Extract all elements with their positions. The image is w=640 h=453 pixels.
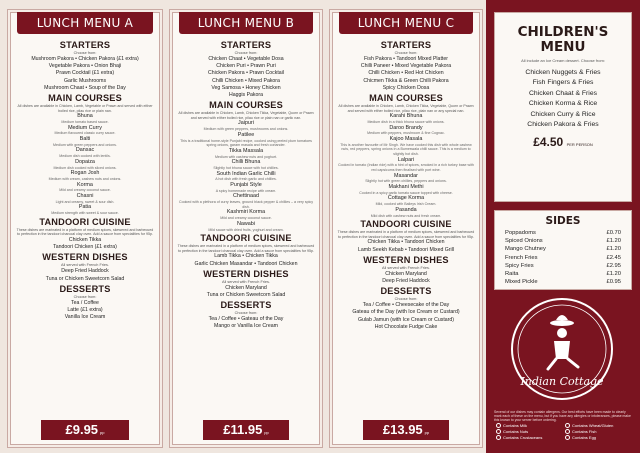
allergen-item (496, 423, 565, 428)
dish-desc: Slightly hot bhuna sauce with hot chillies. (213, 165, 279, 170)
list-item: Tuna or Chicken Sweetcorn Salad (206, 291, 286, 298)
main-courses-note: All dishes are available in Chicken, Lamb, Chicken Tikka, Vegetable, Quorn or Prawn and served with either boiled rice, pilau rice or plain nan or garlic nan. (178, 111, 314, 120)
western-heading: WESTERN DISHES (363, 254, 449, 265)
price-unit: pp (264, 430, 269, 435)
list-item: Chilli Paneer • Mixed Vegetable Pakora (360, 63, 452, 70)
dish-desc: A spicy homemade recipe with cream. (215, 188, 277, 193)
sides-title: SIDES (545, 215, 581, 227)
side-name: Raita (505, 271, 519, 278)
dish-name: Tikka Massala (228, 147, 264, 154)
dish-name: Rogan Josh (70, 170, 100, 177)
list-item: Chicken Puri • Prawn Puri (216, 63, 276, 70)
list-item: Garlic Chicken Masandar • Tandoori Chicken (194, 260, 298, 267)
western-sub: All served with French Fries. (222, 279, 270, 284)
dish-desc: Light and creamy, sweet & sour dish. (55, 199, 115, 204)
dish-name: Kashmiri Korma (226, 209, 266, 216)
desserts-sub: Choose from: (394, 297, 418, 302)
list-item: Prawn Cocktail (£1 extra) (55, 70, 115, 77)
side-name: Mango Chutney (505, 246, 546, 253)
list-item: Hot Chocolate Fudge Cake (374, 323, 438, 330)
dish-desc: Medium with cashew nuts and yoghurt. (214, 154, 278, 159)
list-item: Chicken Curry & Rice (530, 110, 596, 118)
side-name: French Fries (505, 254, 538, 261)
dish-desc: This is another favourite of Mr Singh. We have cooked this dish with whole cashew nuts, red peppers, spring onions in a Bumeswala chilli sauce. This is a medium to slightly hot dish. (340, 142, 472, 156)
indian-cottage-logo (506, 293, 618, 405)
side-price: £0.70 (606, 230, 621, 236)
list-item: Chicken Nuggets & Fries (525, 69, 601, 76)
allergen-label: Contains Wheat/Gluten (572, 423, 614, 428)
allergen-item (565, 435, 634, 440)
desserts-heading: DESSERTS (59, 283, 111, 294)
dish-name: Chasni (76, 192, 94, 199)
list-item: Veg Samosa • Honey Chicken (211, 84, 281, 91)
price-value: £4.50 (533, 135, 564, 150)
dish-desc: Mild sauce with dried fruits, yoghurt and cream. (208, 227, 284, 232)
logo-text: Indian Cottage (520, 375, 604, 388)
fish-icon (565, 429, 570, 434)
dish-desc: Mild, cooked with Baileys Irish Cream. (375, 202, 437, 207)
tray-icon (550, 320, 574, 326)
allergen-label: Contains Fish (572, 429, 597, 434)
side-price: £1.20 (606, 271, 621, 278)
dish-name: South Indian Garlic Chilli (216, 170, 276, 177)
menu-b-card (172, 12, 320, 445)
milk-icon (496, 423, 501, 428)
dish-desc: Medium dish cooked with sliced onions. (53, 165, 117, 170)
side-name: Spiced Onions (505, 238, 543, 245)
list-item: Chicken Pakora • Prawn Cocktail (208, 70, 284, 77)
list-item: Latte (£1 extra) (67, 306, 103, 313)
dish-name: Pasanda (395, 206, 417, 213)
starters-sub: Choose from: (73, 51, 97, 55)
dish-name: Nawabi (237, 220, 255, 227)
list-item: Lamb Tikka • Chicken Tikka (214, 253, 278, 260)
list-item: Garlic Mushrooms (63, 77, 107, 84)
side-row (495, 262, 631, 270)
allergen-label: Contains Crustaceans (503, 435, 543, 440)
list-item: Tandoori Chicken (£1 extra) (53, 244, 117, 251)
main-courses-note: All dishes are available in Chicken, Lamb, Vegetable or Prawn and served with either boiled rice, pilau rice or plain nan. (17, 104, 153, 113)
dish-desc: Mild dish with cashew nuts and fresh cream. (370, 213, 442, 218)
list-item: Chicken Maryland (225, 284, 267, 291)
dish-desc: Medium with cream, cashew nuts and onions. (48, 176, 122, 181)
menu-a-body (15, 39, 155, 414)
dish-desc: Medium strength with sweet & sour sauce. (51, 211, 119, 216)
list-item: Vanilla Ice Cream (64, 314, 106, 321)
side-price: £1.20 (606, 238, 621, 245)
menu-b-price (203, 420, 289, 440)
list-item: Chicken Chaat • Vegetable Dosa (208, 56, 284, 62)
side-name: Spicy Fries (505, 262, 534, 269)
side-row (495, 245, 631, 253)
starters-heading: STARTERS (59, 40, 111, 50)
dish-desc: Cooked in tomato (Indian ride) with a hint of spices, smoked in a rich turkey base with red capsicums then finalised with port wine. (338, 163, 474, 172)
list-item: Chicken Chaat & Fries (529, 89, 597, 97)
main-courses-heading: MAIN COURSES (209, 100, 283, 111)
list-item: Deep Fried Haddock (61, 268, 109, 275)
list-item: Vegetable Pakora • Onion Bhaji (48, 63, 122, 70)
desserts-sub: Choose from: (234, 311, 258, 316)
dish-desc: Medium dish in a thick bhuna sauce with onions. (367, 120, 445, 124)
price-value: £11.95 (223, 422, 263, 437)
dish-name: Karahi Bhuna (389, 113, 423, 120)
menu-b-title: LUNCH MENU B (179, 12, 313, 34)
dish-name: Patia (78, 204, 92, 211)
list-item: Chilli Chicken • Mixed Pakora (212, 77, 280, 84)
list-item: Chicmen Tikka & Green Chilli Pakora (363, 77, 449, 84)
side-name: Mixed Pickle (505, 279, 538, 286)
dish-name: Daroo Brandy (389, 124, 423, 131)
dish-name: Punjabi Style (230, 181, 262, 188)
allergen-label: Contains Egg (572, 435, 597, 440)
tandoori-note: These dishes are marinated in a platform of medium spices, skewered and barbecued to perfection in the tandoori charcoal clay oven. Add a sauce from specialities for 95p. (337, 230, 475, 239)
list-item: Mango or Vanilla Ice Cream (214, 323, 278, 330)
side-row (495, 278, 631, 286)
side-name: Poppadoms (505, 230, 536, 236)
side-price: £1.20 (606, 246, 621, 253)
menu-c-body (337, 39, 475, 414)
list-item: Chicken Maryland (385, 270, 427, 277)
tandoori-note: These dishes are marinated in a platform of medium spices, skewered and barbecued to perfection in the tandoori charcoal clay oven. Add a sauce from specialities for 95p. (16, 227, 154, 237)
desserts-sub: Choose from: (73, 294, 97, 299)
childrens-sub: All include an Ice Cream dessert. Choose from: (521, 58, 605, 63)
main-courses-heading: MAIN COURSES (48, 93, 122, 104)
list-item: Fish Pakora • Tandoori Mixed Platter (364, 56, 448, 62)
dish-name: Jaipuri (238, 120, 254, 127)
side-row (495, 270, 631, 278)
nuts-icon (496, 429, 501, 434)
allergen-label: Contains Nuts (503, 429, 529, 434)
dish-desc: Medium with green peppers, mushrooms and onions. (203, 127, 289, 132)
price-unit: pp (424, 430, 430, 435)
childrens-menu-card (494, 12, 632, 202)
list-item: Tea / Coffee • Cheesecake of the Day (362, 302, 450, 309)
egg-icon (565, 435, 570, 440)
wheat-icon (565, 423, 570, 428)
list-item: Chicken Korma & Rice (528, 100, 598, 108)
menu-b-panel (166, 0, 326, 453)
dish-desc: Cooked in a spicy garlic tomato sauce topped with cheese. (359, 190, 453, 195)
dish-name: Chilli Bhuna (231, 159, 261, 166)
dish-desc: Slightly hot with green chillies, peppers and onions. (365, 179, 447, 184)
dish-desc: Medium tomato based sauce. (61, 120, 109, 124)
starters-sub: Choose from: (394, 51, 418, 55)
western-heading: WESTERN DISHES (203, 268, 289, 279)
list-item: Chilli Chicken • Red Hot Chicken (368, 70, 444, 77)
dish-desc: This is a traditional home-style Punjabi recipe, cooked using peeled plum tomatoes spring onions, garam masala and fresh coriander. (180, 138, 312, 148)
dish-desc: Mild and creamy coconut sauce. (59, 188, 111, 193)
crustaceans-icon (496, 435, 501, 440)
dish-name: Chettinaad (232, 193, 260, 200)
allergen-note: Several of our dishes may contain allergens. Our best efforts have been made to clearly mark each of these on the menu, but if you have any allergies or intolerances, please make this known to your server before ordering. (494, 410, 631, 423)
starters-heading: STARTERS (220, 40, 272, 50)
allergen-legend (496, 423, 634, 440)
tandoori-heading: TANDOORI CUISINE (200, 233, 292, 244)
menu-b-body (177, 39, 315, 414)
list-item: Fish Fingers & Fries (532, 79, 594, 87)
childrens-price (495, 135, 631, 149)
allergen-item (496, 435, 565, 440)
list-item: Mushroom Chaat • Soup of the Day (44, 84, 126, 91)
dish-name: Masandar (394, 172, 418, 179)
childrens-title-2: MENU (540, 39, 586, 55)
main-courses-note: All dishes are available in Chicken, Lamb, Chicken Tikka, Vegetable, Quorn or Prawn and served with either boiled rice, pilau rice, plain nan or any special nan. (338, 104, 474, 113)
allergen-item (496, 429, 565, 434)
list-item: Mushroom Pakora • Chicken Pakora (£1 extra) (31, 56, 139, 62)
tandoori-heading: TANDOORI CUISINE (360, 219, 452, 230)
side-row (495, 237, 631, 245)
dish-desc: A hot dish with fresh garlic and chillies. (215, 177, 277, 182)
menu-c-card (332, 12, 480, 445)
list-item: Chicken Tikka (68, 236, 102, 243)
menu-c-price (363, 420, 449, 440)
dish-desc: Cooked with a plethora of curry leaves, ground black pepper & chillies – a very spicy dish. (178, 200, 314, 209)
menu-a-title: LUNCH MENU A (17, 12, 153, 34)
list-item: Tea / Coffee (71, 299, 99, 306)
list-item: Gulab Jamun (with Ice Cream or Custard) (357, 316, 454, 323)
list-item: Haggis Pakora (228, 92, 264, 99)
dish-name: Balti (79, 135, 91, 142)
dish-name: Dansac (75, 147, 95, 154)
dish-name: Lalpari (397, 156, 415, 163)
dish-desc: Medium flavoured classic curry sauce. (54, 131, 116, 136)
price-unit: pp (100, 430, 105, 435)
dish-name: Cottage Korma (387, 195, 425, 202)
menu-a-card (10, 12, 160, 445)
side-row (495, 254, 631, 262)
dish-desc: Medium dish cooked with lentils. (59, 154, 111, 159)
childrens-list (495, 68, 631, 130)
dish-name: Makhani Methi (388, 183, 424, 190)
desserts-heading: DESSERTS (380, 286, 432, 297)
price-value: £13.95 (382, 422, 423, 437)
list-item: Tea / Coffee • Gateau of the Day (208, 316, 284, 323)
allergen-item (565, 429, 634, 434)
price-value: £9.95 (65, 422, 99, 437)
list-item: Lamb Seekh Kebab • Tandoori Mixed Grill (357, 246, 454, 253)
side-row (495, 229, 631, 237)
dish-desc: Medium with peppers, mushroom & fine Cognac. (367, 131, 445, 136)
dish-desc: Mild and creamy coconut sauce. (220, 216, 272, 221)
starters-sub: Choose from: (234, 51, 258, 55)
tandoori-heading: TANDOORI CUISINE (39, 216, 131, 227)
side-price: £2.95 (606, 262, 621, 269)
menu-c-title: LUNCH MENU C (339, 12, 473, 34)
childrens-title-1: CHILDREN'S (517, 24, 609, 40)
list-item: Chicken Pakora & Fries (527, 121, 599, 129)
desserts-heading: DESSERTS (220, 300, 272, 311)
list-item: Spicy Chicken Dosa (382, 84, 430, 91)
allergen-item (565, 423, 634, 428)
western-heading: WESTERN DISHES (42, 252, 128, 263)
dish-name: Kajoo Masala (389, 135, 423, 142)
side-price: £2.45 (606, 254, 621, 261)
western-sub: All served with French Fries. (382, 265, 430, 270)
side-price: £0.95 (606, 279, 621, 286)
sides-card (494, 210, 632, 290)
dish-name: Patilee (237, 131, 255, 138)
list-item: Tuna or Chicken Sweetcorn Salad (45, 275, 125, 282)
dish-name: Medium Curry (68, 124, 102, 131)
western-sub: All served with French Fries. (61, 263, 109, 268)
dish-name: Dopaiza (75, 158, 95, 165)
menu-a-price (41, 420, 129, 440)
menu-a-panel (0, 0, 166, 453)
list-item: Chicken Tikka • Tandoori Chicken (367, 239, 445, 246)
dish-name: Korma (77, 181, 93, 188)
dish-name: Bhuna (77, 113, 93, 120)
starters-heading: STARTERS (380, 40, 432, 50)
price-unit: PER PERSON (566, 142, 593, 148)
right-panel (486, 0, 640, 453)
list-item: Gateau of the Day (with Ice Cream or Custard) (352, 309, 460, 316)
main-courses-heading: MAIN COURSES (369, 93, 443, 104)
allergen-label: Contains Milk (503, 423, 528, 428)
menu-c-panel (326, 0, 486, 453)
tandoori-note: These dishes are marinated in a platform of medium spices, skewered and barbecued to perfection in the tandoori charcoal clay oven. Add a sauce from specialities for 95p. (177, 244, 315, 253)
list-item: Deep Fried Haddock (382, 277, 430, 284)
waiter-body-icon (554, 341, 570, 359)
waiter-head-icon (557, 328, 567, 338)
dish-desc: Medium with green peppers and onions. (53, 142, 117, 147)
